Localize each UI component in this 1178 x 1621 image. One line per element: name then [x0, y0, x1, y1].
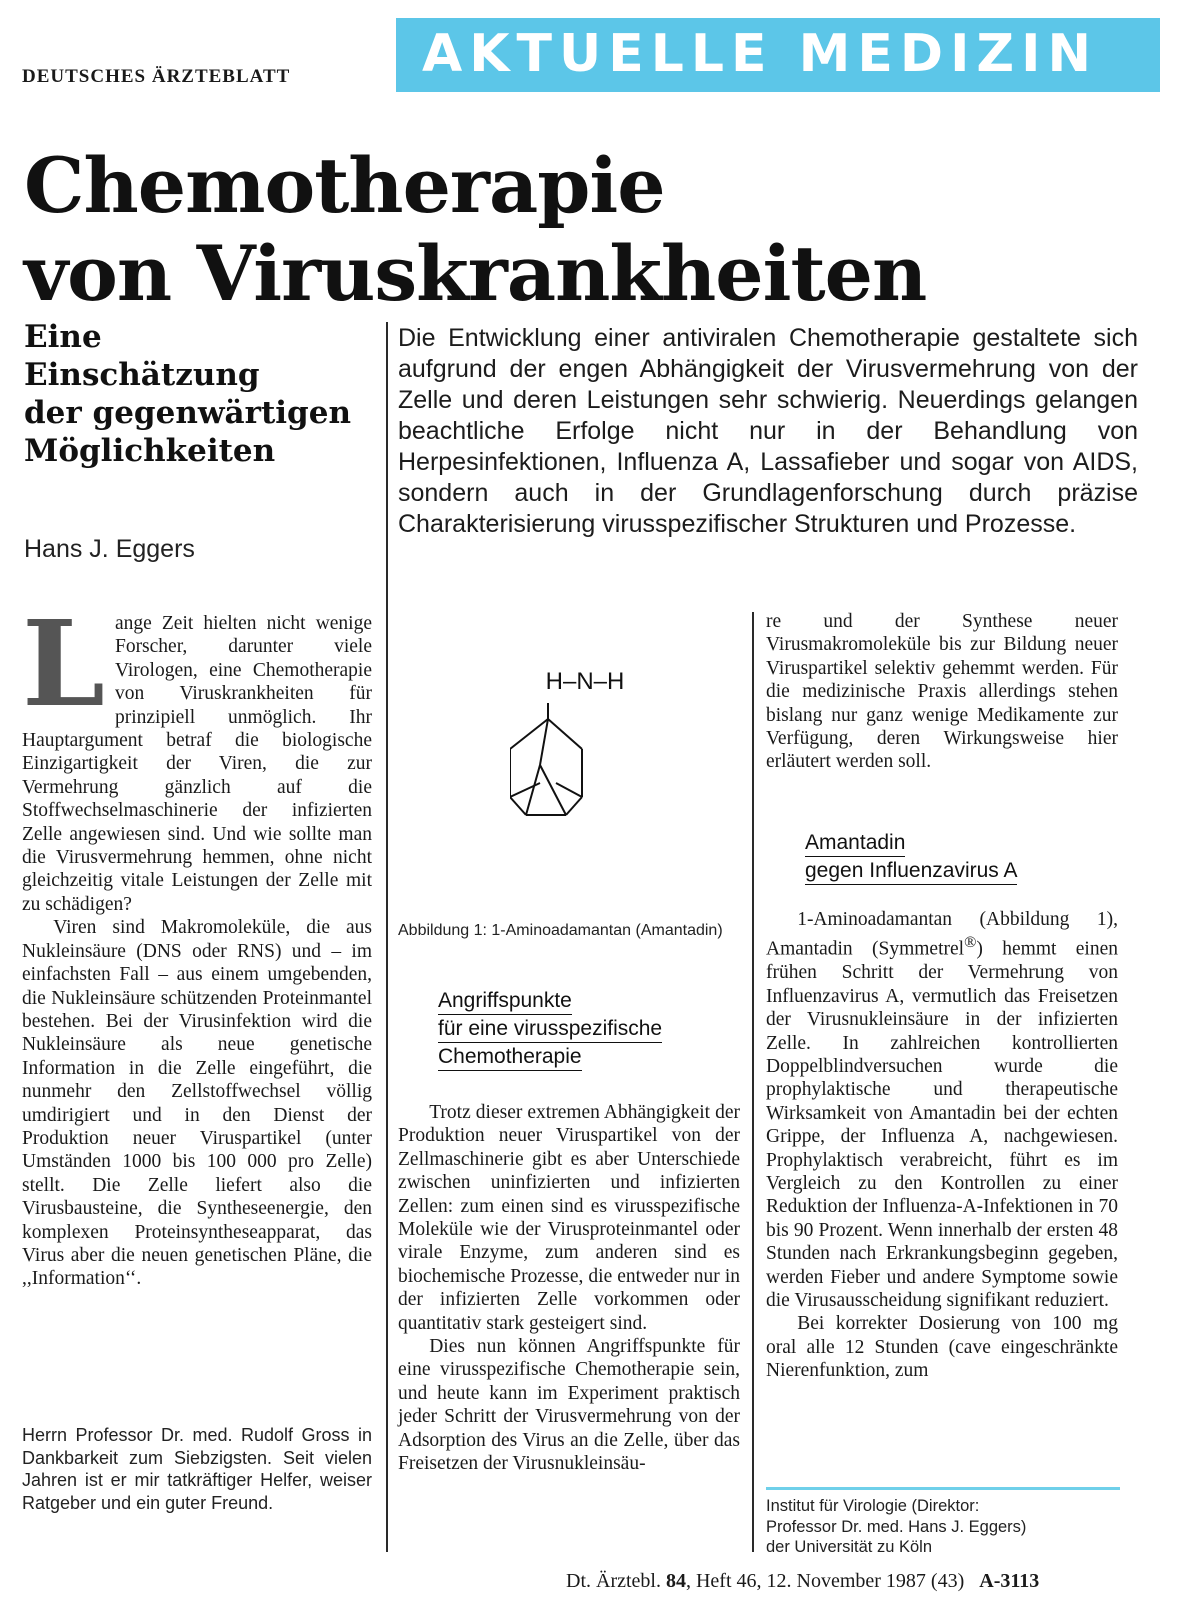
column-1: [22, 594, 372, 1291]
affiliation-line: der Universität zu Köln: [766, 1538, 932, 1556]
issue-info: , Heft 46, 12. November 1987 (43): [685, 1570, 965, 1592]
subtitle-line: Möglichkeiten: [24, 433, 276, 469]
formula-label: H–N–H: [545, 668, 625, 695]
paragraph: Dies nun können Angriffspunkte für eine virusspezifische Chemotherapie sein, und heute kann im Experiment praktisch jeder Schritt der Virusvermehrung von der Adsorption des Virus an die Zelle, über das Freisetzen der Virusnukleinsäu-: [398, 1336, 740, 1475]
text-run: ) hemmt einen frühen Schritt der Vermehrung von Influenzavirus A, vermutlich das Freisetzen der Virusnukleinsäure in der infizierten Zelle. In zahlreichen kontrollierten Doppelblindversuchen wurde die prophylaktische und therapeutische Wirksamkeit von Amantadin bei der echten Grippe, der Influenza A, nachgewiesen. Prophylaktisch verabreicht, führt es im Vergleich zu den Kontrollen zu einer Reduktion der Influenza-A-Infektionen in 70 bis 90 Prozent. Wenn innerhalb der ersten 48 Stunden nach Erkrankungsbeginn gegeben, werden Fieber und andere Symptome sowie die Virusausscheidung signifikant reduziert.: [766, 938, 1118, 1311]
page-citation: [566, 1570, 1039, 1593]
heading-line: Angriffspunkte: [438, 987, 572, 1015]
paragraph: Bei korrekter Dosierung von 100 mg oral alle 12 Stunden (cave eingeschränkte Nierenfunktion, zum: [766, 1313, 1118, 1382]
adamantane-structure-diagram: [510, 665, 660, 865]
column-divider: [752, 612, 754, 1552]
page-number: A-3113: [979, 1570, 1040, 1592]
title-line-1: Chemotherapie: [24, 141, 665, 230]
column-2: [398, 1101, 740, 1476]
paragraph: Trotz dieser extremen Abhängigkeit der Produktion neuer Viruspartikel von der Zellmaschinerie gibt es aber Unterschiede zwischen uninfizierten und infizierten Zellen: zum einen sind es virusspezifische Moleküle wie der Virusproteinmantel oder virale Enzyme, zum anderen sind es biochemische Prozesse, die entweder nur in der infizierten Zelle vorkommen oder quantitativ stark gesteigert sind.: [398, 1102, 740, 1334]
figure-caption: Abbildung 1: 1-Aminoadamantan (Amantadin): [398, 922, 723, 939]
column-3-bottom: [766, 908, 1118, 1383]
section-banner: [396, 18, 1160, 92]
heading-line: gegen Influenzavirus A: [805, 857, 1017, 885]
paragraph: Viren sind Makromoleküle, die aus Nukleinsäure (DNS oder RNS) und – im einfachsten Fall – aus einem umgebenden, die Nukleinsäure schützenden Proteinmantel bestehen. Bei der Virusinfektion wird die Nukleinsäure als neue genetische Information in die Zelle eingeführt, die nunmehr den Zellstoffwechsel völlig umdirigiert und in den Dienst der Produktion neuer Viruspartikel (unter Umständen 1000 bis 100 000 pro Zelle) stellt. Die Zelle liefert also die Virusbausteine, die Syntheseenergie, den komplexen Proteinsyntheseapparat, das Virus aber die neuen genetischen Pläne, die ,,Information‘‘.: [22, 917, 372, 1290]
figure-amantadine-structure: [510, 665, 660, 865]
institute-affiliation: [766, 1496, 1118, 1558]
paragraph: ange Zeit hielten nicht wenige Forscher, darunter viele Virologen, eine Chemotherapie von Viruskrankheiten für prinzipiell unmöglich. Ihr Hauptargument betraf die biologische Einzigartigkeit der Viren, die zur Vermehrung gänzlich auf die Stoffwechselmaschinerie der infizierten Zelle angewiesen sind. Und wie sollte man die Virusvermehrung hemmen, ohne nicht gleichzeitig vitale Leistungen der Zelle mit zu schädigen?: [22, 613, 372, 915]
article-subtitle: [24, 318, 351, 470]
heading-line: für eine virusspezifische: [438, 1015, 662, 1043]
subtitle-line: Eine: [24, 319, 102, 355]
registered-mark: ®: [964, 933, 977, 952]
volume-number: 84: [665, 1570, 686, 1592]
paragraph: [766, 908, 1118, 1312]
section-heading-angriffspunkte: [438, 987, 738, 1071]
journal-name: Dt. Ärztebl.: [566, 1570, 661, 1592]
column-divider: [386, 322, 388, 1552]
section-heading-amantadin: [805, 829, 1105, 885]
affiliation-line: Professor Dr. med. Hans J. Eggers): [766, 1517, 1027, 1536]
article-title: [24, 142, 926, 318]
heading-line: Chemotherapie: [438, 1043, 582, 1071]
affiliation-line: Institut für Virologie (Direktor:: [766, 1497, 980, 1515]
lead-paragraph: Die Entwicklung einer antiviralen Chemotherapie gestaltete sich aufgrund der engen Abhängigkeit der Virusvermehrung von der Zelle und deren Leistungen sehr schwierig. Neuerdings gelangen beachtliche Erfolge nicht nur in der Behandlung von Herpesinfektionen, Influenza A, Lassafieber und sogar von AIDS, sondern auch in der Grundlagenforschung durch präzise Charakterisierung virusspezifischer Strukturen und Prozesse.: [398, 324, 1138, 538]
subtitle-line: Einschätzung: [24, 357, 260, 393]
column-3-top: [766, 610, 1118, 774]
subtitle-line: der gegenwärtigen: [24, 395, 351, 431]
drop-cap: L: [22, 594, 105, 733]
masthead: DEUTSCHES ÄRZTEBLATT: [22, 66, 291, 87]
text-run: 1-Aminoadamantan (Abbildung 1), Amantadin (Symmetrel: [766, 909, 1118, 960]
title-line-2: von Viruskrankheiten: [24, 229, 927, 318]
footnote-rule: [766, 1487, 1120, 1490]
dedication-note: Herrn Professor Dr. med. Rudolf Gross in Dankbarkeit zum Siebzigsten. Seit vielen Jahren ist er mir tatkräftiger Helfer, weiser Ratgeber und ein guter Freund.: [22, 1425, 372, 1513]
author: Hans J. Eggers: [24, 535, 195, 563]
section-label: AKTUELLE MEDIZIN: [422, 24, 1099, 84]
paragraph: re und der Synthese neuer Virusmakromoleküle bis zur Bildung neuer Viruspartikel selektiv gehemmt werden. Für die medizinische Praxis allerdings stehen bislang nur ganz wenige Medikamente zur Verfügung, deren Wirkungsweise hier erläutert werden soll.: [766, 611, 1118, 773]
heading-line: Amantadin: [805, 829, 905, 857]
